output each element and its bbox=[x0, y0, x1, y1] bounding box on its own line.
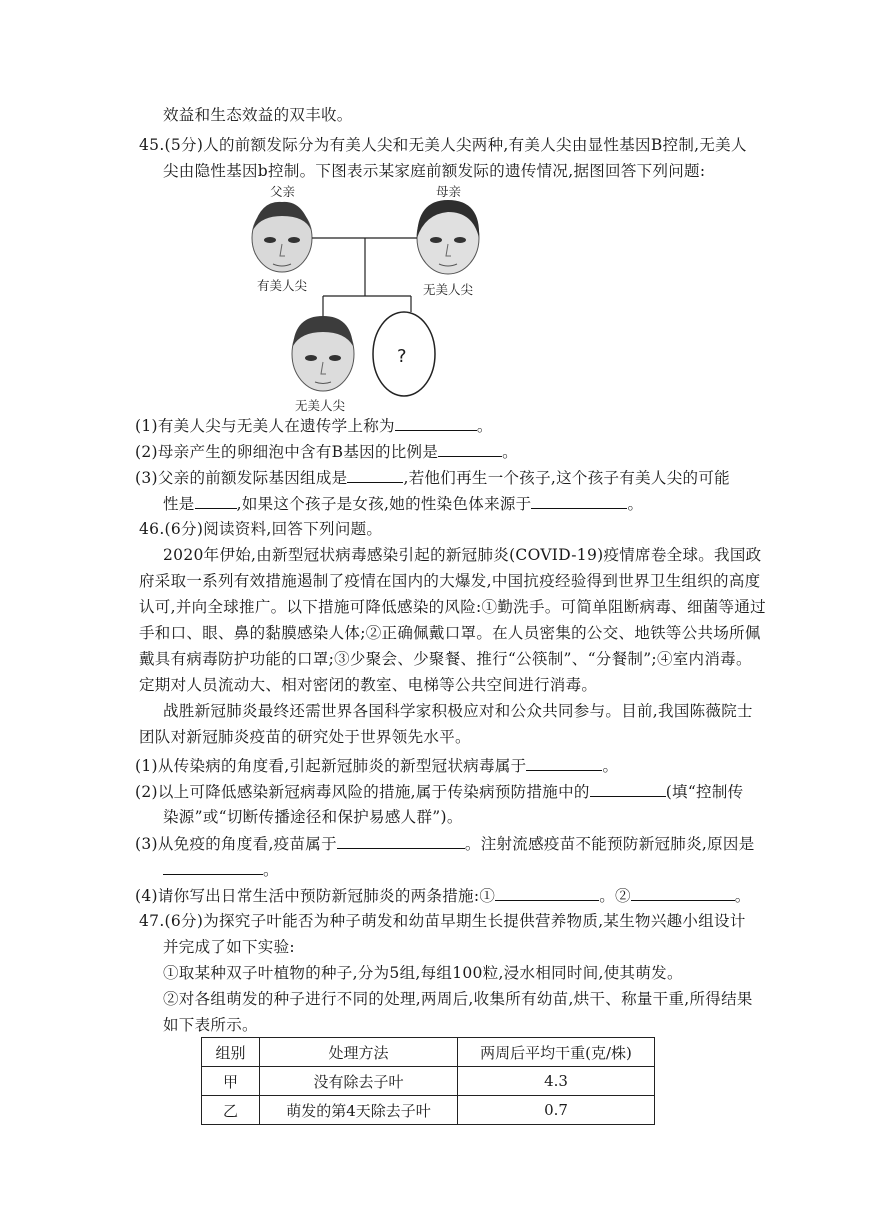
pedigree-figure bbox=[245, 182, 495, 412]
text-line: 效益和生态效益的双丰收。 bbox=[163, 106, 353, 124]
mother-label: 母亲 bbox=[436, 184, 462, 199]
experiment-step-cont: 如下表所示。 bbox=[163, 1016, 258, 1034]
question-45-2: (2)母亲产生的卵细泡中含有B基因的比例是 。 bbox=[135, 440, 518, 463]
question-45-3: (3)父亲的前额发际基因组成是 ,若他们再生一个孩子,这个孩子有美人尖的可能 bbox=[135, 466, 730, 489]
question-46-1: (1)从传染病的角度看,引起新冠肺炎的新型冠状病毒属于 。 bbox=[135, 754, 618, 777]
answer-blank[interactable] bbox=[195, 492, 237, 509]
father-face-icon bbox=[252, 202, 312, 272]
table-header: 两周后平均干重(克/株) bbox=[458, 1038, 655, 1067]
question-46-2-cont: 染源”或“切断传播途径和保护易感人群”)。 bbox=[163, 808, 463, 826]
passage-line: 府采取一系列有效措施遏制了疫情在国内的大爆发,中国抗疫经验得到世界卫生组织的高度 bbox=[139, 572, 761, 590]
child-trait-label: 无美人尖 bbox=[295, 398, 346, 413]
table-cell: 没有除去子叶 bbox=[260, 1067, 458, 1096]
passage-line: 认可,并向全球推广。以下措施可降低感染的风险:①勤洗手。可简单阻断病毒、细菌等通过 bbox=[139, 598, 766, 616]
answer-blank[interactable] bbox=[495, 884, 599, 901]
question-45-3-cont: 性是 ,如果这个孩子是女孩,她的性染色体来源于 。 bbox=[163, 492, 643, 515]
table-row bbox=[202, 1067, 655, 1096]
passage-line: 手和口、眼、鼻的黏膜感染人体;②正确佩戴口罩。在人员密集的公交、地铁等公共场所佩 bbox=[139, 624, 761, 642]
father-trait-label: 有美人尖 bbox=[257, 278, 308, 293]
table-cell: 甲 bbox=[202, 1067, 260, 1096]
child-face-icon bbox=[292, 316, 354, 391]
father-label: 父亲 bbox=[270, 184, 296, 199]
answer-blank[interactable] bbox=[337, 832, 465, 849]
table-header: 处理方法 bbox=[260, 1038, 458, 1067]
passage-line: 团队对新冠肺炎疫苗的研究处于世界领先水平。 bbox=[139, 728, 471, 746]
passage-line: 定期对人员流动大、相对密闭的教室、电梯等公共空间进行消毒。 bbox=[139, 676, 598, 694]
question-47-stem-cont: 并完成了如下实验: bbox=[163, 938, 295, 956]
results-table bbox=[201, 1037, 655, 1125]
unknown-child-mark: ? bbox=[397, 346, 407, 367]
experiment-step: ②对各组萌发的种子进行不同的处理,两周后,收集所有幼苗,烘干、称量干重,所得结果 bbox=[163, 990, 753, 1008]
answer-blank[interactable] bbox=[438, 440, 502, 457]
passage-line: 战胜新冠肺炎最终还需世界各国科学家积极应对和公众共同参与。目前,我国陈薇院士 bbox=[163, 702, 753, 720]
table-cell: 0.7 bbox=[458, 1096, 655, 1125]
answer-blank[interactable] bbox=[163, 858, 263, 875]
passage-line: 2020年伊始,由新型冠状病毒感染引起的新冠肺炎(COVID-19)疫情席卷全球。我国政 bbox=[163, 546, 762, 564]
answer-blank[interactable] bbox=[395, 414, 477, 431]
experiment-step: ①取某种双子叶植物的种子,分为5组,每组100粒,浸水相同时间,使其萌发。 bbox=[163, 964, 683, 982]
answer-blank[interactable] bbox=[531, 492, 627, 509]
question-46-4: (4)请你写出日常生活中预防新冠肺炎的两条措施:① 。② 。 bbox=[135, 884, 751, 907]
question-46-3: (3)从免疫的角度看,疫苗属于 。注射流感疫苗不能预防新冠肺炎,原因是 bbox=[135, 832, 755, 855]
question-47-stem: 47.(6分)为探究子叶能否为种子萌发和幼苗早期生长提供营养物质,某生物兴趣小组设计 bbox=[139, 912, 746, 930]
table-header-row bbox=[202, 1038, 655, 1067]
passage-line: 戴具有病毒防护功能的口罩;③少聚会、少聚餐、推行“公筷制”、“分餐制”;④室内消毒。 bbox=[139, 650, 752, 668]
answer-blank[interactable] bbox=[590, 780, 666, 797]
table-row bbox=[202, 1096, 655, 1125]
table-cell: 乙 bbox=[202, 1096, 260, 1125]
table-header: 组别 bbox=[202, 1038, 260, 1067]
question-46-3-cont: 。 bbox=[163, 858, 279, 881]
question-45-1: (1)有美人尖与无美人在遗传学上称为 。 bbox=[135, 414, 493, 437]
answer-blank[interactable] bbox=[631, 884, 735, 901]
mother-face-icon bbox=[417, 200, 479, 274]
table-cell: 4.3 bbox=[458, 1067, 655, 1096]
question-46-stem: 46.(6分)阅读资料,回答下列问题。 bbox=[139, 520, 383, 538]
question-45-stem-cont: 尖由隐性基因b控制。下图表示某家庭前额发际的遗传情况,据图回答下列问题: bbox=[163, 162, 706, 180]
answer-blank[interactable] bbox=[347, 466, 403, 483]
question-46-2: (2)以上可降低感染新冠病毒风险的措施,属于传染病预防措施中的 (填“控制传 bbox=[135, 780, 743, 803]
table-cell: 萌发的第4天除去子叶 bbox=[260, 1096, 458, 1125]
mother-trait-label: 无美人尖 bbox=[423, 282, 474, 297]
question-45-stem: 45.(5分)人的前额发际分为有美人尖和无美人尖两种,有美人尖由显性基因B控制,无美人 bbox=[139, 136, 747, 154]
answer-blank[interactable] bbox=[526, 754, 602, 771]
